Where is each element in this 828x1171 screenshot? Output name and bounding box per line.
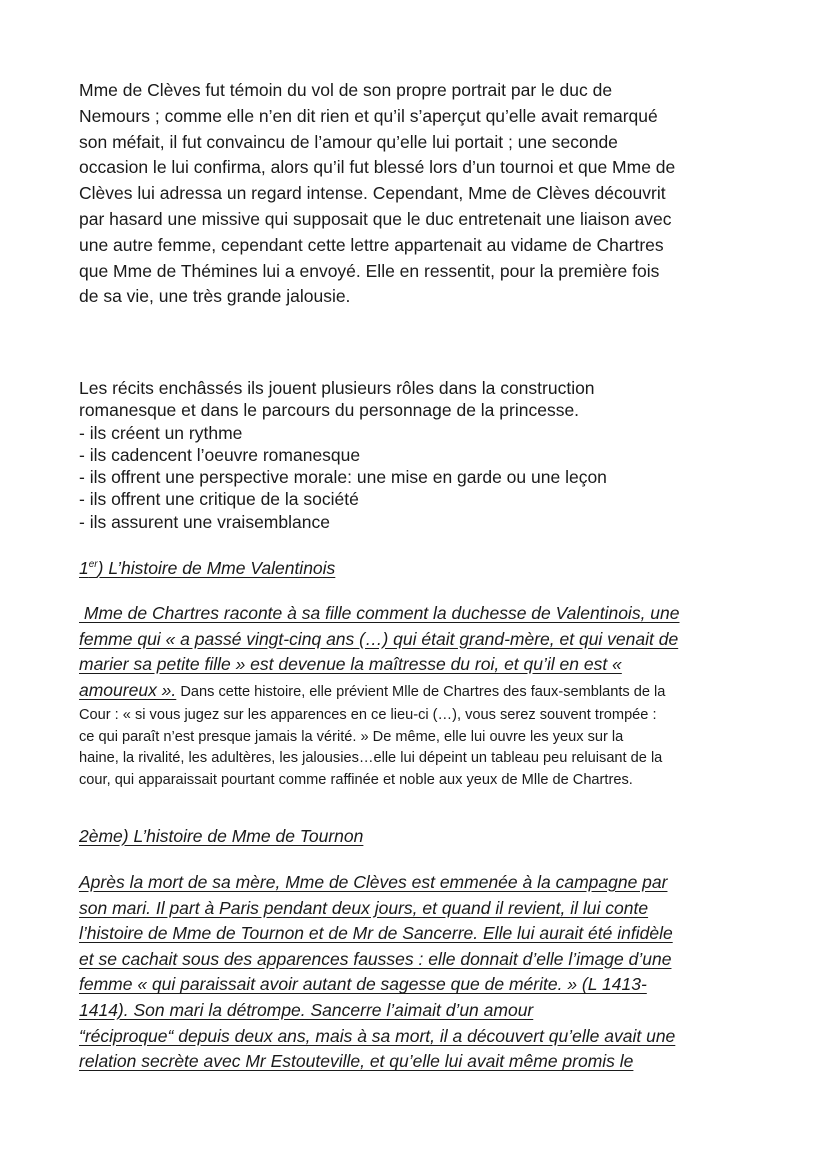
text-line: par hasard une missive qui supposait que le duc entretenait une liaison avec <box>79 208 672 229</box>
list-item: - ils cadencent l’oeuvre romanesque <box>79 444 361 465</box>
text-line: Mme de Chartres raconte à sa fille comment la duchesse de Valentinois, une <box>79 603 680 623</box>
text-line: romanesque et dans le parcours du personnage de la princesse. <box>79 400 580 421</box>
heading-number: 1 <box>79 558 89 578</box>
text-line: et se cachait sous des apparences fausses : elle donnait d’elle l’image d’une <box>79 948 672 969</box>
text-line: Après la mort de sa mère, Mme de Clèves est emmenée à la campagne par <box>79 872 668 892</box>
list-item: - ils assurent une vraisemblance <box>79 511 330 532</box>
text-line: Les récits enchâssés ils jouent plusieurs rôles dans la construction <box>79 378 595 398</box>
text-line: son mari. Il part à Paris pendant deux jours, et quand il revient, il lui conte <box>79 897 649 918</box>
text-line: 1414). Son mari la détrompe. Sancerre l’aimait d’un amour <box>79 999 534 1020</box>
heading-ordinal-suffix: er <box>88 559 98 571</box>
text-line: haine, la rivalité, les adultères, les jalousies…elle lui dépeint un tableau peu reluisant de la <box>79 750 663 767</box>
text-line: Cour : « si vous jugez sur les apparences en ce lieu-ci (…), vous serez souvent trompée : <box>79 707 657 723</box>
text-line: une autre femme, cependant cette lettre appartenait au vidame de Chartres <box>79 234 664 255</box>
text-line: de sa vie, une très grande jalousie. <box>79 286 351 307</box>
text-line: cour, qui apparaissait pourtant comme raffinée et noble aux yeux de Mlle de Chartres. <box>79 771 633 788</box>
text-line: que Mme de Thémines lui a envoyé. Elle en ressentit, pour la première fois <box>79 260 660 281</box>
list-item: - ils créent un rythme <box>79 422 243 443</box>
heading-text: ) L’histoire de Mme Valentinois <box>97 558 336 578</box>
section-heading-valentinois <box>79 558 335 579</box>
text-fragment: Dans cette histoire, elle prévient Mlle de Chartres des faux-semblants de la <box>176 683 666 700</box>
text-line: l’histoire de Mme de Tournon et de Mr de Sancerre. Elle lui aurait été infidèle <box>79 923 673 944</box>
paragraph-roles-list <box>79 377 759 533</box>
text-line: ce qui paraît n’est presque jamais la vérité. » De même, elle lui ouvre les yeux sur la <box>79 728 624 745</box>
quote-fragment: amoureux ». <box>79 679 177 700</box>
text-line: Clèves lui adressa un regard intense. Cependant, Mme de Clèves découvrit <box>79 183 666 204</box>
list-item: - ils offrent une perspective morale: une mise en garde ou une leçon <box>79 467 607 488</box>
text-line: femme « qui paraissait avoir autant de sagesse que de mérite. » (L 1413- <box>79 974 647 995</box>
text-line: Mme de Clèves fut témoin du vol de son propre portrait par le duc de <box>79 80 613 100</box>
text-line: marier sa petite fille » est devenue la maîtresse du roi, et qu’il en est « <box>79 654 622 674</box>
section-body-tournon <box>79 870 759 1075</box>
section-body-valentinois <box>79 601 759 791</box>
text-line-mixed <box>79 678 759 706</box>
section-heading-tournon: 2ème) L’histoire de Mme de Tournon <box>79 826 364 846</box>
text-line: occasion le lui confirma, alors qu’il fut blessé lors d’un tournoi et que Mme de <box>79 157 676 178</box>
text-line: “réciproque“ depuis deux ans, mais à sa mort, il a découvert qu’elle avait une <box>79 1025 676 1046</box>
text-line: relation secrète avec Mr Estouteville, et qu’elle lui avait même promis le <box>79 1051 634 1072</box>
text-line: son méfait, il fut convaincu de l’amour qu’elle lui portait ; une seconde <box>79 131 618 152</box>
text-line: femme qui « a passé vingt-cinq ans (…) qui était grand-mère, et qui venait de <box>79 628 679 649</box>
paragraph-portrait-theft <box>79 78 759 310</box>
list-item: - ils offrent une critique de la société <box>79 489 359 510</box>
text-line: Nemours ; comme elle n’en dit rien et qu’il s’aperçut qu’elle avait remarqué <box>79 105 658 126</box>
